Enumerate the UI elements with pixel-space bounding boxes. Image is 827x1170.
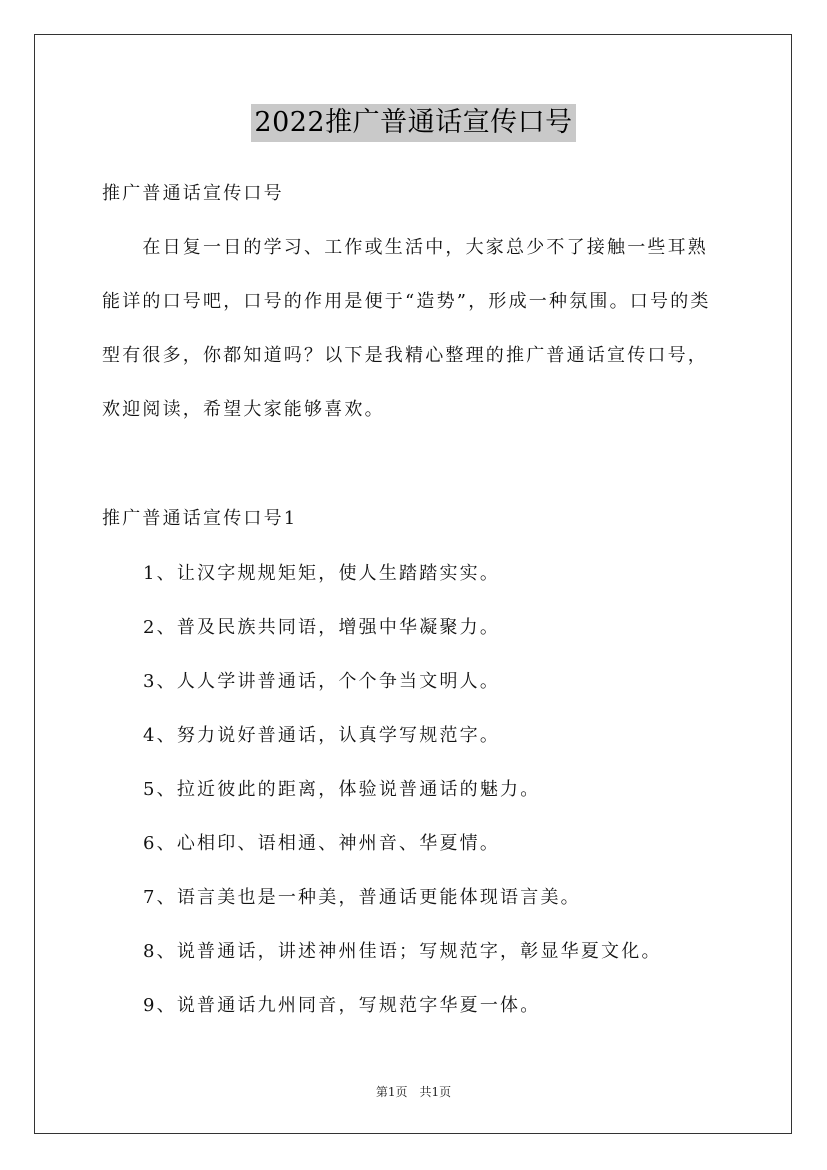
intro-line: 能详的口号吧，口号的作用是便于“造势”，形成一种氛围。口号的类	[102, 291, 711, 312]
slogan-item: 8、说普通话，讲述神州佳语；写规范字，彰显华夏文化。	[143, 941, 662, 962]
intro-line: 欢迎阅读，希望大家能够喜欢。	[102, 399, 385, 420]
slogan-item: 1、让汉字规规矩矩，使人生踏踏实实。	[143, 563, 501, 584]
section-heading: 推广普通话宣传口号1	[102, 508, 298, 529]
page-footer: 第1页 共1页	[375, 1085, 452, 1099]
slogan-item: 5、拉近彼此的距离，体验说普通话的魅力。	[143, 779, 541, 800]
intro-line: 在日复一日的学习、工作或生活中，大家总少不了接触一些耳熟	[102, 237, 708, 258]
slogan-item: 9、说普通话九州同音，写规范字华夏一体。	[143, 995, 541, 1016]
slogan-item: 6、心相印、语相通、神州音、华夏情。	[143, 833, 501, 854]
slogan-item: 3、人人学讲普通话，个个争当文明人。	[143, 671, 501, 692]
title-container	[0, 104, 827, 142]
document-title: 2022推广普通话宣传口号	[251, 104, 575, 142]
slogan-item: 2、普及民族共同语，增强中华凝聚力。	[143, 617, 501, 638]
intro-line: 型有很多，你都知道吗？以下是我精心整理的推广普通话宣传口号，	[102, 345, 708, 366]
slogan-item: 7、语言美也是一种美，普通话更能体现语言美。	[143, 887, 581, 908]
slogan-item: 4、努力说好普通话，认真学写规范字。	[143, 725, 501, 746]
subheading: 推广普通话宣传口号	[102, 183, 284, 204]
